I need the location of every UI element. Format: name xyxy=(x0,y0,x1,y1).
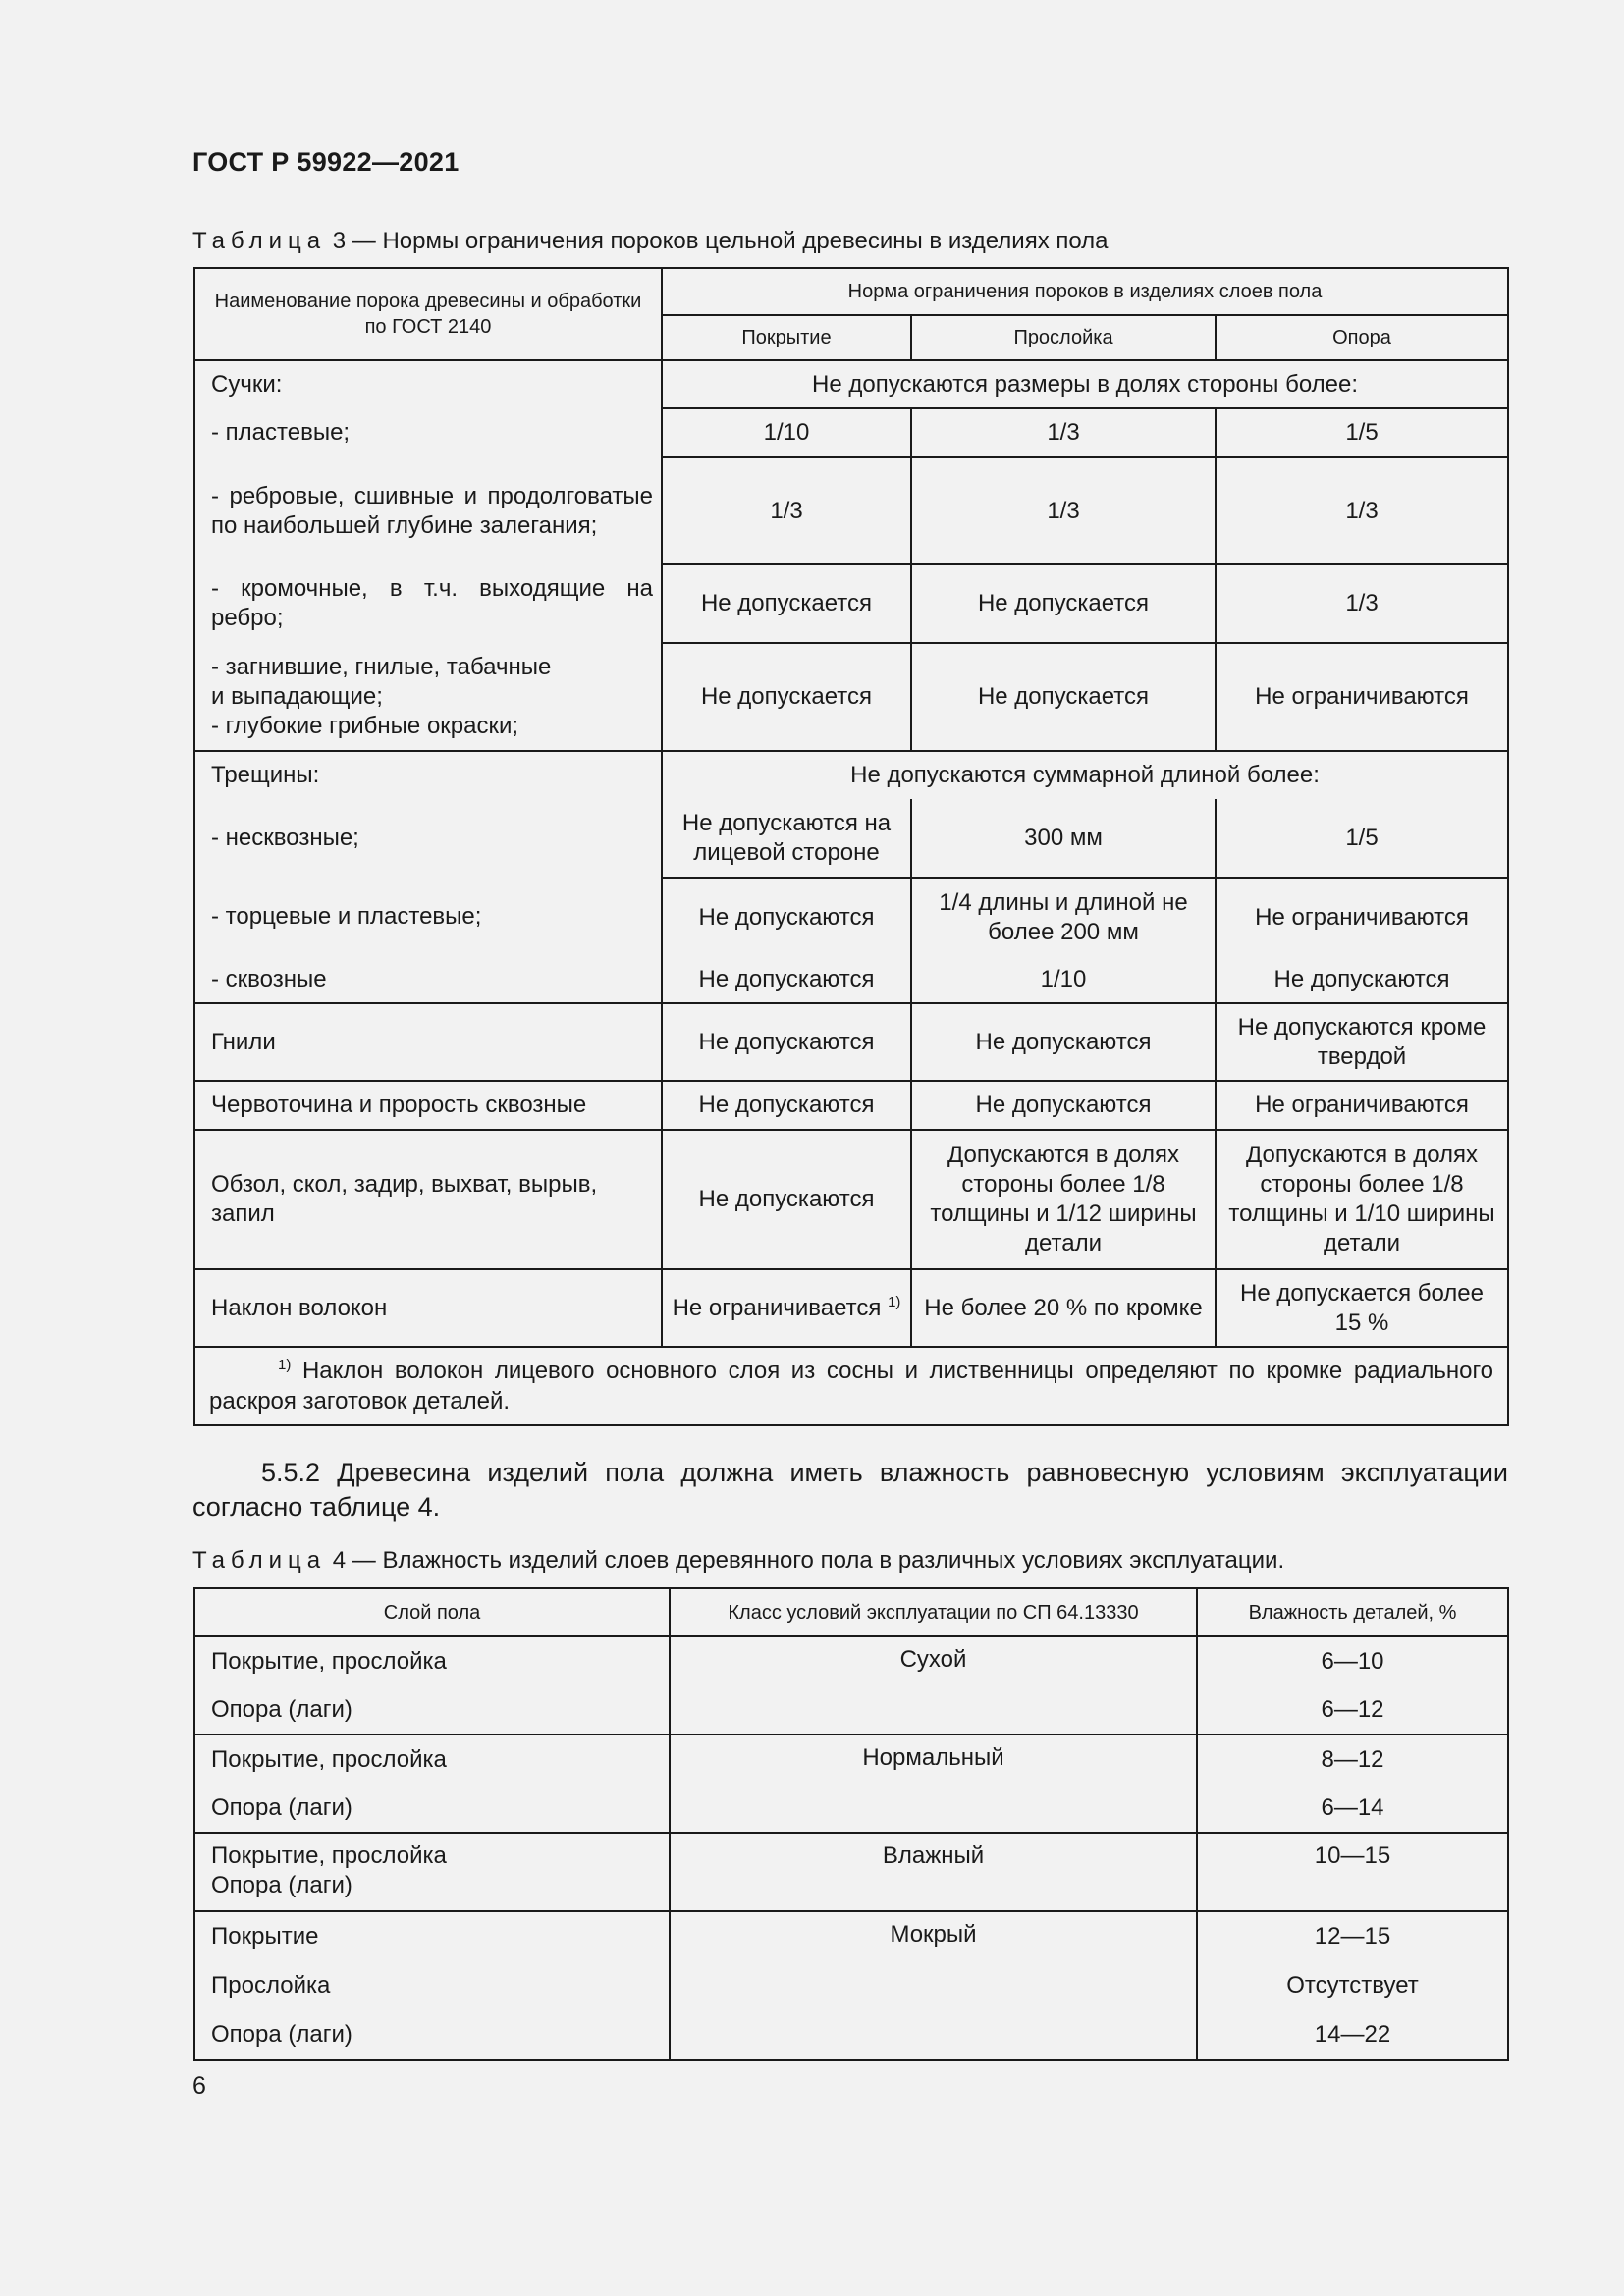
table4-layer: Покрытие, прослойка xyxy=(211,1842,447,1869)
section-5-5-2-paragraph: 5.5.2 Древесина изделий пола должна иметь влажность равновесную условиям эксплуатации согласно таблице 4. xyxy=(192,1458,1508,1522)
table4-value: 14—22 xyxy=(1314,2021,1391,2048)
table4-header-moisture: Влажность деталей, % xyxy=(1197,1588,1508,1636)
table3-row-name-line: - загнившие, гнилые, табачные xyxy=(211,653,552,680)
table4-layer: Опора (лаги) xyxy=(211,1794,352,1821)
table4-header-class: Класс условий эксплуатации по СП 64.13330 xyxy=(670,1588,1197,1636)
table4-value-cell xyxy=(1197,1735,1508,1833)
table3-cell: Не допускаются xyxy=(662,1003,911,1081)
table3-cell: Не допускаются кроме твердой xyxy=(1216,1003,1508,1081)
table3-cell: Не ограничиваются xyxy=(1216,643,1508,751)
table4-value: 8—12 xyxy=(1321,1746,1384,1773)
table3-cell: Не допускаются xyxy=(662,878,911,956)
table3-cell xyxy=(662,1269,911,1347)
table3-header-group: Норма ограничения пороков в изделиях слоев пола xyxy=(662,268,1508,315)
table3-cell: 1/10 xyxy=(911,956,1216,1003)
table4-caption-text: 4 — Влажность изделий слоев деревянного пола в различных условиях эксплуатации. xyxy=(332,1547,1285,1574)
table3-cell: Не допускается более 15 % xyxy=(1216,1269,1508,1347)
table4-class: Влажный xyxy=(670,1833,1197,1911)
table3-header-covering: Покрытие xyxy=(662,315,911,360)
table3-cell: Не допускаются xyxy=(662,1130,911,1269)
table4-layer-cell xyxy=(194,1911,670,2060)
table4-value-cell xyxy=(1197,1636,1508,1735)
table3-cell: Допускаются в долях стороны более 1/8 толщины и 1/10 ширины детали xyxy=(1216,1130,1508,1269)
table4-value-cell xyxy=(1197,1911,1508,2060)
table3-row-name: Наклон волокон xyxy=(194,1269,662,1347)
table4-layer-cell xyxy=(194,1735,670,1833)
table3-footnote xyxy=(194,1347,1508,1425)
table3-cell: Не допускаются xyxy=(662,956,911,1003)
table3-cell: 1/3 xyxy=(1216,457,1508,564)
table3-knots-note: Не допускаются размеры в долях стороны более: xyxy=(662,360,1508,408)
table4-layer: Опора (лаги) xyxy=(211,1872,352,1898)
table4-header-layer: Слой пола xyxy=(194,1588,670,1636)
table3-defect-limits xyxy=(193,267,1509,1426)
table3-cell: Не ограничиваются xyxy=(1216,878,1508,956)
table3-cell: Не допускается xyxy=(911,643,1216,751)
table4-value: 6—14 xyxy=(1321,1794,1384,1821)
table3-cell: Не допускаются xyxy=(1216,956,1508,1003)
footnote-mark: 1) xyxy=(278,1357,292,1373)
table3-cell: 1/5 xyxy=(1216,799,1508,878)
table3-header-support: Опора xyxy=(1216,315,1508,360)
table3-caption-text: 3 — Нормы ограничения пороков цельной древесины в изделиях пола xyxy=(332,228,1109,254)
table3-header-interlayer: Прослойка xyxy=(911,315,1216,360)
table3-cell: Не ограничиваются xyxy=(1216,1081,1508,1130)
table3-cell: 1/10 xyxy=(662,408,911,457)
table4-class: Сухой xyxy=(670,1636,1197,1735)
table4-class: Нормальный xyxy=(670,1735,1197,1833)
table3-cell: Допускаются в долях стороны более 1/8 толщины и 1/12 ширины детали xyxy=(911,1130,1216,1269)
table3-row-name: Червоточина и прорость сквозные xyxy=(194,1081,662,1130)
table4-layer: Покрытие xyxy=(211,1923,319,1949)
table4-value: Отсутствует xyxy=(1286,1972,1419,1999)
table4-value: 6—10 xyxy=(1321,1648,1384,1675)
table4-caption-word: Таблица xyxy=(192,1547,327,1574)
table3-row-name: - несквозные; xyxy=(194,799,662,878)
table4-class: Мокрый xyxy=(670,1911,1197,2060)
footnote-ref: 1) xyxy=(888,1293,901,1310)
page-number: 6 xyxy=(192,2072,206,2100)
table4-layer: Опора (лаги) xyxy=(211,1696,352,1723)
table3-row-name: - кромочные, в т.ч. выходящие на ребро; xyxy=(194,564,662,643)
table4-caption xyxy=(192,1547,1284,1575)
table3-cell: 1/3 xyxy=(911,408,1216,457)
footnote-text: Наклон волокон лицевого основного слоя из сосны и лиственницы определяют по кромке радиального раскроя заготовок деталей. xyxy=(209,1358,1494,1415)
table3-row-name: - пластевые; xyxy=(194,408,662,457)
table4-value: 12—15 xyxy=(1314,1923,1391,1949)
table3-row-name: Обзол, скол, задир, выхват, вырыв, запил xyxy=(194,1130,662,1269)
table3-cell: 1/4 длины и длиной не более 200 мм xyxy=(911,878,1216,956)
table4-layer: Прослойка xyxy=(211,1972,331,1999)
table3-header-defect-name: Наименование порока древесины и обработки по ГОСТ 2140 xyxy=(194,268,662,360)
table3-cell: Не допускаются xyxy=(911,1081,1216,1130)
table3-cell: Не допускаются на лицевой стороне xyxy=(662,799,911,878)
table3-cell: 300 мм xyxy=(911,799,1216,878)
table3-cell: Не допускается xyxy=(662,564,911,643)
table3-cell: Не допускается xyxy=(911,564,1216,643)
table4-layer: Покрытие, прослойка xyxy=(211,1746,447,1773)
table3-cell: Не более 20 % по кромке xyxy=(911,1269,1216,1347)
table4-layer: Опора (лаги) xyxy=(211,2021,352,2048)
table3-cell: Не допускается xyxy=(662,643,911,751)
table3-cell-text: Не ограничивается xyxy=(672,1294,882,1321)
table3-row-name-line: и выпадающие; xyxy=(211,682,383,710)
table3-cell: Не допускаются xyxy=(662,1081,911,1130)
table3-caption xyxy=(192,228,1109,255)
table3-row-name-line: - глубокие грибные окраски; xyxy=(211,712,519,739)
table3-cracks-title: Трещины: xyxy=(194,751,662,799)
table3-row-name: - ребровые, сшивные и продолговатые по наибольшей глубине залегания; xyxy=(194,457,662,564)
table4-moisture xyxy=(193,1587,1509,2061)
table3-row-name: - сквозные xyxy=(194,956,662,1003)
table3-cell: 1/5 xyxy=(1216,408,1508,457)
table3-row-name xyxy=(194,643,662,751)
table4-value: 6—12 xyxy=(1321,1696,1384,1723)
table3-row-name: - торцевые и пластевые; xyxy=(194,878,662,956)
table3-cell: 1/3 xyxy=(1216,564,1508,643)
table4-layer-cell xyxy=(194,1833,670,1911)
table4-layer-cell xyxy=(194,1636,670,1735)
table3-row-name: Гнили xyxy=(194,1003,662,1081)
table3-cell: Не допускаются xyxy=(911,1003,1216,1081)
table3-cracks-note: Не допускаются суммарной длиной более: xyxy=(662,751,1508,799)
table4-value: 10—15 xyxy=(1197,1833,1508,1911)
table3-knots-title: Сучки: xyxy=(194,360,662,408)
document-code: ГОСТ Р 59922—2021 xyxy=(192,147,460,177)
table4-layer: Покрытие, прослойка xyxy=(211,1648,447,1675)
table3-caption-word: Таблица xyxy=(192,228,327,254)
table3-cell: 1/3 xyxy=(911,457,1216,564)
table3-cell: 1/3 xyxy=(662,457,911,564)
